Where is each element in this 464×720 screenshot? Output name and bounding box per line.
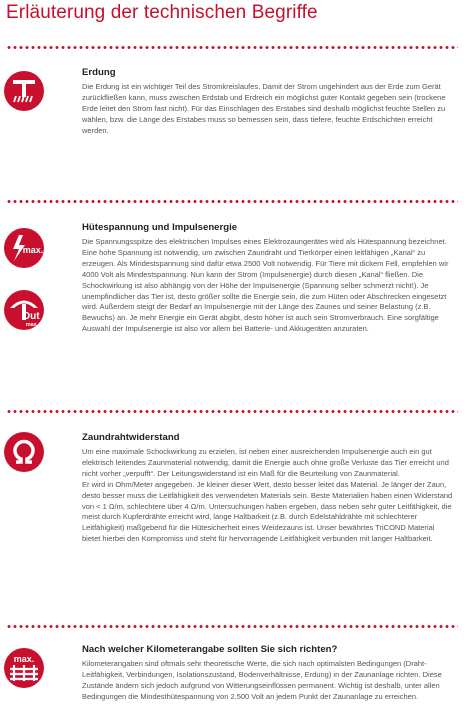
section-title-erdung: Erdung (82, 67, 116, 78)
section-divider (6, 46, 458, 49)
section-text-huetespannung (82, 237, 454, 335)
section-text-kilometerangabe (82, 659, 454, 703)
paragraph: Kilometerangaben sind oftmals sehr theoretische Werte, die sich nach optimalsten Bedingungen (Draht-Leitfähigkeit, Verbindungen, Isolationszustand, Bodenverhältnisse, Erdung) in der Zaunanlage richten. Diese Zustände ändern sich jedoch aufgrund von Witterungseinflüssen permanent. Wichtig ist deshalb, unter allen Bedingungen die Mindesthütespannung von 2.500 Volt an jedem Punkt der Zaunanlage zu erreichen. (82, 659, 442, 701)
section-divider (6, 625, 458, 628)
section-title-zaundrahtwiderstand: Zaundrahtwiderstand (82, 432, 180, 443)
fence-max-label: max. (13, 654, 35, 664)
section-divider (6, 410, 458, 413)
energy-out-label: Out (22, 311, 40, 322)
section-title-kilometerangabe: Nach welcher Kilometerangabe sollten Sie sich richten? (82, 644, 338, 655)
voltage-max-icon (4, 228, 44, 268)
section-divider (6, 200, 458, 203)
paragraph: Er wird in Ohm/Meter angegeben. Je kleiner dieser Wert, desto besser leitet das Material. Je länger der Zaun, desto besser muss die Leitfähigkeit des verwendeten Materials sein. Beste Materialien haben einen Widerstand von < 1 Ω/m, schlechtere über 4 Ω/m. Untersuchungen haben ergeben, dass neben sehr guter Leitfähigkeit, die meist durch Kupferdrähte erreicht wird, lange Haltbarkeit (z.B. durch Edelstahldrähte mit schlechterer Leitfähigkeit) maßgebend für die Hütesicherheit eines Weidezauns ist. Unser bewährtes TriCOND Material bietet hierbei den Kompromiss und steht für hervorragende Leitfähigkeit verbunden mit langer Haltbarkeit. (82, 479, 453, 544)
section-text-zaundrahtwiderstand (82, 447, 454, 545)
fence-max-icon (4, 648, 44, 688)
energy-max-label: max. (25, 322, 39, 328)
section-title-huetespannung: Hütespannung und Impulsenergie (82, 222, 238, 233)
paragraph: Um eine maximale Schockwirkung zu erzielen, ist neben einer ausreichenden Impulsenergie auch ein gut elektrisch leitendes Zaunmaterial notwendig, damit die Energie auch ohne große Verluste das Tier erreicht und nicht vorher „verpufft“. Der Leitungswiderstand ist ein Maß für die Beurteilung von Zaunmaterial. (82, 447, 449, 478)
page-title: Erläuterung der technischen Begriffe (6, 2, 318, 23)
paragraph: Die Erdung ist ein wichtiger Teil des Stromkreislaufes. Damit der Strom ungehindert aus der Erde zum Gerät zurückfließen kann, muss zwischen Erdstab und Erdreich ein möglichst guter Kontakt gegeben sein (trockene Erde leitet den Strom fast nicht). Für das Einschlagen des Erstabes sind deshalb möglichst feuchte Stellen zu wählen, bzw. die Länge des Erstabes muss so bemessen sein, dass tiefere, feuchte Erdschichten erreicht werden. (82, 82, 446, 135)
voltage-max-label: max. (22, 245, 44, 255)
energy-out-max-icon (4, 290, 44, 330)
ohm-icon (4, 432, 44, 472)
ground-rod-icon (4, 71, 44, 111)
section-text-erdung (82, 82, 454, 137)
paragraph: Die Spannungsspitze des elektrischen Impulses eines Elektrozaungerätes wird als Hütespannung bezeichnet. Eine hohe Spannung ist notwendig, um zwischen Zaundraht und Tierkörper einen leitfähigen „Kanal“ zu erzeugen. Als Mindestspannung sind dafür etwa 2500 Volt notwendig. Für Tiere mit dickem Fell, empfehlen wir 4000 Volt als Mindestspannung. Nun kann der Strom (Impulsenergie) durch diesen „Kanal“ fließen. Die Schockwirkung ist also abhängig von der Höhe der Impulsenergie (Spannung selber schmerzt nicht!). Je unempfindlicher das Tier ist, desto größer sollte die Energie sein, die zum Hüten oder Abschrecken eingesetzt wird. Außerdem steigt der Bedarf an Impulsenergie mit der Länge des Zaunes und seiner Belastung (z.B. Bewuchs) an. Je mehr Energie ein Gerät abgibt, desto höher ist auch sein Stromverbrauch. Eine sorgfältige Auswahl der Impulsenergie ist also vor allem bei Batterie- und Akkugeräten anzuraten. (82, 237, 449, 334)
